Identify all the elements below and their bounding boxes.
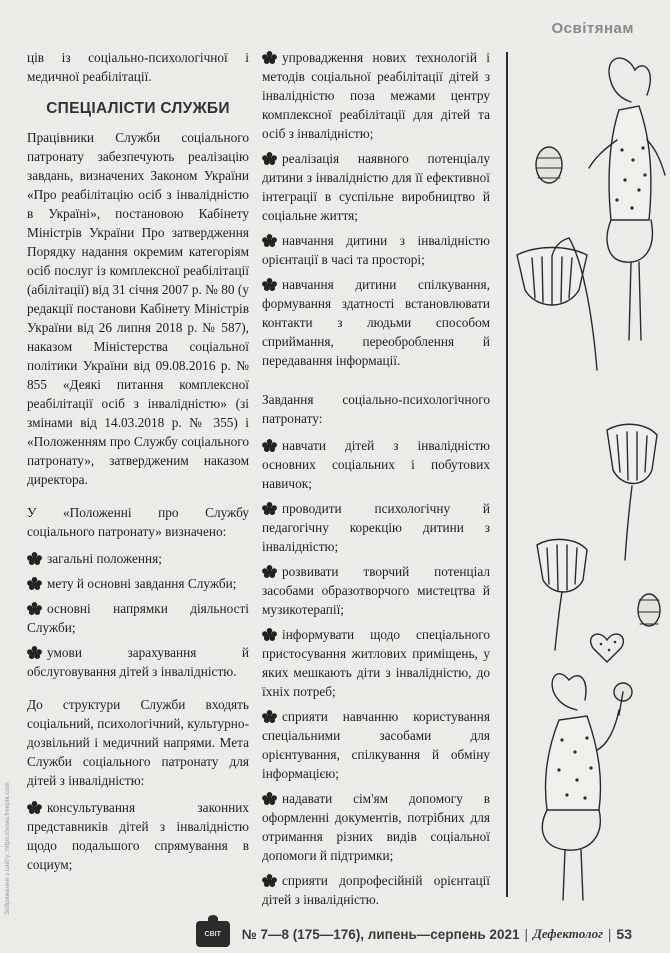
- list-item: [262, 231, 490, 269]
- publisher-logo-icon: [196, 921, 230, 947]
- heart-illustration: [591, 634, 624, 662]
- list-item: [262, 499, 490, 556]
- list-item: [262, 625, 490, 701]
- flower-bullet-icon: [262, 502, 277, 515]
- list-item-text: проводити психологічну й педагогічну корекцію дитини з інвалідністю;: [262, 501, 490, 554]
- flower-bullet-icon: [262, 439, 277, 452]
- middle-column: [262, 48, 490, 917]
- flower-illustration: [607, 424, 657, 560]
- intro-text: ців із соціально-психологічної і медичної реабілітації.: [27, 50, 249, 84]
- list-item-text: навчати дітей з інвалідністю основних соціальних і побутових навичок;: [262, 438, 490, 491]
- flower-bullet-icon: [262, 628, 277, 641]
- flower-bullet-icon: [262, 874, 277, 887]
- rabbit-top-illustration: [589, 58, 665, 340]
- left-column: [27, 48, 249, 882]
- list-item-text: умови зарахування й обслуговування дітей з інвалідністю.: [27, 645, 249, 679]
- list-item: [262, 789, 490, 865]
- regulation-list: [27, 549, 249, 681]
- flower-bullet-icon: [262, 152, 277, 165]
- flower-bullet-icon: [27, 801, 42, 814]
- section-header: Освітянам: [551, 20, 634, 37]
- flower-bullet-icon: [262, 51, 277, 64]
- list-item: [27, 643, 249, 681]
- list-item-text: консультування законних представників дітей з інвалідністю щодо подальшого спрямування в социум;: [27, 800, 249, 872]
- flower-bullet-icon: [262, 234, 277, 247]
- goal-list: [27, 798, 249, 874]
- list-item-text: загальні положення;: [47, 551, 162, 566]
- list-item-text: реалізація наявного потенціалу дитини з інвалідністю для її ефективної інтеграції в суспільне виробництво й соціальне життя;: [262, 151, 490, 223]
- list-item: [262, 871, 490, 909]
- page-footer: [192, 922, 632, 946]
- page-number: 53: [616, 926, 632, 942]
- image-credit: Зображення з сайту: https://www.freepik.com: [4, 782, 11, 915]
- list-item: [27, 574, 249, 593]
- flower-bullet-icon: [27, 552, 42, 565]
- paragraph-tasks: Завдання соціально-психологічного патронату:: [262, 392, 490, 426]
- illustration-rabbits-flowers: [507, 40, 667, 910]
- flower-illustration: [537, 539, 587, 650]
- flower-bullet-icon: [27, 646, 42, 659]
- list-item-text: основні напрямки діяльності Служби;: [27, 601, 249, 635]
- paragraph-staff: Працівники Служби соціального патронату забезпечують реалізацію завдань, визначених Законом України «Про реабілітацію осіб з інвалідністю в Україні», постановою Кабінету Міністрів України Про затвердження Порядку надання окремим категоріям осіб послуг із комплексної реабілітації (абілітації) від 31 січня 2007 р. № 80 (у редакції постанови Кабінету Міністрів України від 26 липня 2018 р. № 587), наказом Міністерства соціальної політики України від 09.08.2016 р. № 855 «Деякі питання комплексної реабілітації осіб з інвалідністю» (зі змінами від 14.03.2018 р. № 355) і «Положенням про Службу соціального патронату», затвердженим наказом директора.: [27, 130, 249, 487]
- list-item: [262, 707, 490, 783]
- issue-info: № 7—8 (175—176), липень—серпень 2021: [241, 926, 520, 942]
- list-item: [27, 549, 249, 568]
- flower-bullet-icon: [27, 602, 42, 615]
- list-item: [262, 562, 490, 619]
- list-item-text: мету й основні завдання Служби;: [47, 576, 237, 591]
- list-item: [262, 149, 490, 225]
- list-item-text: навчання дитини з інвалідністю орієнтації в часі та просторі;: [262, 233, 490, 267]
- flower-bullet-icon: [262, 565, 277, 578]
- list-item-text: розвивати творчий потенціал засобами образотворчого мистецтва й музикотерапії;: [262, 564, 490, 617]
- logo-text: СВІТ: [204, 930, 221, 938]
- footer-separator: |: [524, 926, 528, 942]
- list-item-text: сприяти допрофесійній орієнтації дітей з інвалідністю.: [262, 873, 490, 907]
- list-item: [262, 275, 490, 370]
- flower-bullet-icon: [27, 577, 42, 590]
- list-item-text: навчання дитини спілкування, формування здатності встановлювати контакти з людьми способом сприймання, переоброблення й передавання інформації.: [262, 277, 490, 368]
- goal-list-continued: [262, 48, 490, 370]
- footer-separator: |: [607, 926, 612, 942]
- magazine-title: Дефектолог: [532, 926, 603, 941]
- paragraph-regulation: У «Положенні про Службу соціального патронату» визначено:: [27, 505, 249, 539]
- list-item: [262, 48, 490, 143]
- list-item-text: інформувати щодо спеціального пристосування житлових приміщень, у яких мешкають діти з інвалідністю, до їхніх потреб;: [262, 627, 490, 699]
- list-item: [27, 798, 249, 874]
- section-heading: СПЕЦІАЛІСТИ СЛУЖБИ: [46, 100, 230, 117]
- paragraph-structure: До структури Служби входять соціальний, психологічний, культурно-дозвільний і медичний напрями. Мета Служби соціального патронату для дітей з інвалідністю:: [27, 697, 249, 788]
- flower-bullet-icon: [262, 792, 277, 805]
- list-item: [27, 599, 249, 637]
- list-item-text: надавати сім'ям допомогу в оформленні документів, потрібних для отримання різних видів соціальної допомоги й підтримки;: [262, 791, 490, 863]
- flower-illustration: [517, 238, 597, 370]
- list-item: [262, 436, 490, 493]
- list-item-text: упровадження нових технологій і методів соціальної реабілітації дітей з інвалідністю поза межами центру комплексної реабілітації для дітей та осіб з інвалідністю;: [262, 50, 490, 141]
- flower-bullet-icon: [262, 710, 277, 723]
- flower-bullet-icon: [262, 278, 277, 291]
- rabbit-bottom-illustration: [542, 674, 632, 900]
- egg-illustration: [638, 594, 660, 626]
- list-item-text: сприяти навчанню користування спеціальними засобами для орієнтування, спілкування й обміну інформацією;: [262, 709, 490, 781]
- tasks-list: [262, 436, 490, 909]
